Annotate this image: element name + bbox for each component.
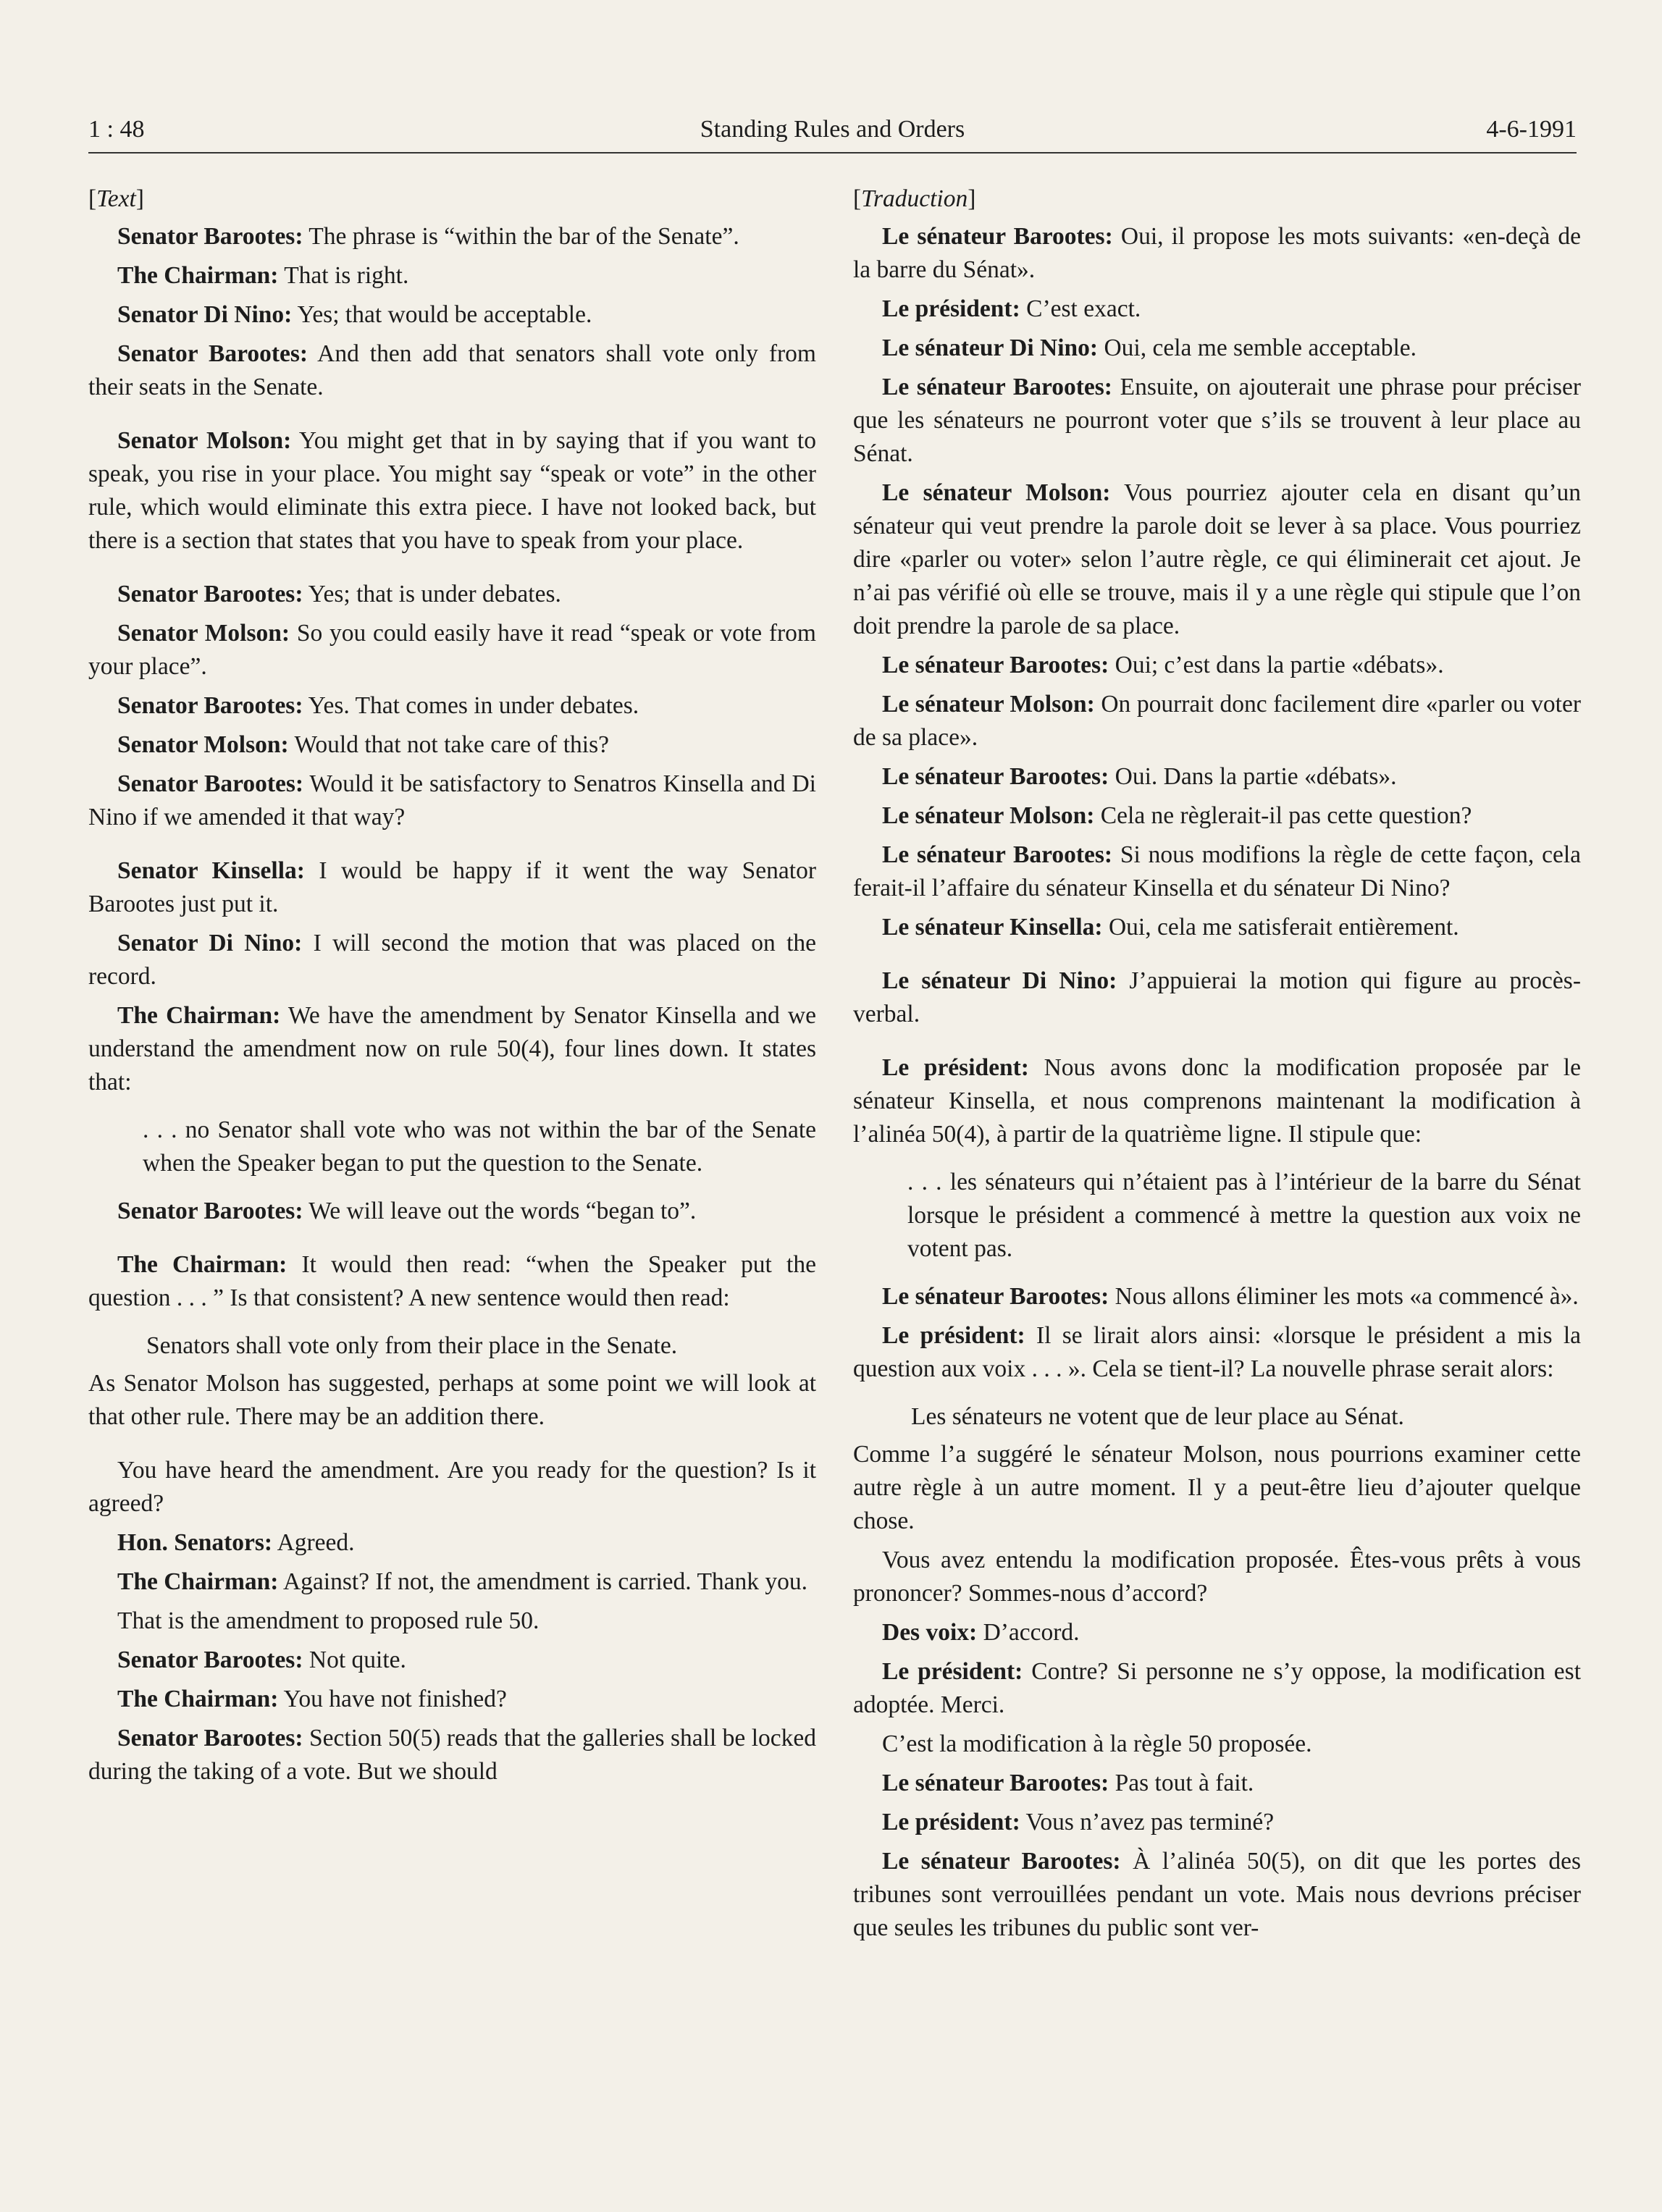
paragraph: Le président: Contre? Si personne ne s’y oppose, la modification est adoptée. Merci. bbox=[853, 1658, 1582, 1718]
speaker: Le sénateur Molson: bbox=[882, 479, 1111, 506]
french-column bbox=[853, 182, 1581, 1951]
paragraph: Senator Molson: You might get that in by saying that if you want to speak, you rise in your place. You might say “speak or vote” in the other rule, which would eliminate this extra piece. I have not looked back, but there is a section that states that you have to speak from your place. bbox=[88, 427, 816, 554]
paragraph: Senator Barootes: Section 50(5) reads that the galleries shall be locked during the taking of a vote. But we should bbox=[88, 1725, 816, 1785]
paragraph: Des voix: D’accord. bbox=[882, 1619, 1080, 1646]
paragraph: Le sénateur Barootes: À l’alinéa 50(5), on dit que les portes des tribunes sont verrouillées pendant un vote. Mais nous devrions préciser que seules les tribunes du public sont ver- bbox=[853, 1848, 1581, 1941]
paragraph: Le président: Nous avons donc la modification proposée par le sénateur Kinsella, et nous comprenons maintenant la modification à l’alinéa 50(4), à partir de la quatrième ligne. Il stipule que: bbox=[853, 1054, 1581, 1148]
speaker: Le président: bbox=[882, 295, 1020, 322]
paragraph: Senator Barootes: The phrase is “within the bar of the Senate”. bbox=[117, 223, 739, 250]
speaker: Le sénateur Barootes: bbox=[882, 1848, 1121, 1875]
running-title: Standing Rules and Orders bbox=[700, 116, 965, 143]
speaker: The Chairman: bbox=[117, 1251, 288, 1278]
speaker: Senator Barootes: bbox=[117, 692, 303, 719]
speaker: Des voix: bbox=[882, 1619, 978, 1646]
speaker: Le sénateur Barootes: bbox=[882, 652, 1109, 678]
page-header bbox=[88, 109, 1577, 154]
column-tag: [Text] bbox=[88, 185, 144, 212]
english-column bbox=[88, 182, 816, 1794]
speaker: Senator Barootes: bbox=[117, 1198, 303, 1224]
paragraph: Le sénateur Di Nino: J’appuierai la motion qui figure au procès-verbal. bbox=[853, 967, 1581, 1027]
speaker: Le sénateur Barootes: bbox=[882, 841, 1113, 868]
speaker: Le sénateur Kinsella: bbox=[882, 914, 1103, 941]
speaker: Senator Di Nino: bbox=[117, 301, 293, 328]
speaker: Senator Molson: bbox=[117, 620, 290, 647]
paragraph: Hon. Senators: Agreed. bbox=[117, 1529, 355, 1556]
speaker: Le sénateur Di Nino: bbox=[882, 967, 1117, 994]
paragraph: Le sénateur Barootes: Oui. Dans la partie «débats». bbox=[882, 763, 1397, 790]
speaker: Le sénateur Molson: bbox=[882, 691, 1095, 718]
block-quote: . . . no Senator shall vote who was not within the bar of the Senate when the Speaker began to put the question to the Senate. bbox=[143, 1116, 816, 1177]
speaker: Senator Barootes: bbox=[117, 1725, 303, 1751]
page-date: 4-6-1991 bbox=[1486, 116, 1577, 143]
paragraph: Le sénateur Barootes: Oui; c’est dans la partie «débats». bbox=[882, 652, 1444, 678]
speaker: Le président: bbox=[882, 1322, 1025, 1349]
paragraph: Le sénateur Di Nino: Oui, cela me semble acceptable. bbox=[882, 335, 1417, 361]
column-tag: [Traduction] bbox=[853, 185, 976, 212]
paragraph: Senator Di Nino: I will second the motion that was placed on the record. bbox=[88, 930, 816, 990]
speaker: Le sénateur Barootes: bbox=[882, 763, 1109, 790]
speaker: Le sénateur Molson: bbox=[882, 802, 1095, 829]
paragraph: Le sénateur Molson: Vous pourriez ajouter cela en disant qu’un sénateur qui veut prendre la parole doit se lever à sa place. Vous pourriez dire «parler ou voter» selon l’autre règle, ce qui éliminerait cet ajout. Je n’ai pas vérifié où elle se trouve, mais il y a une règle qui stipule que l’on doit prendre la parole de sa place. bbox=[853, 479, 1581, 639]
paragraph: Le sénateur Barootes: Ensuite, on ajouterait une phrase pour préciser que les sénateurs ne pourront voter que s’ils se trouvent à leur place au Sénat. bbox=[853, 374, 1581, 467]
speaker: The Chairman: bbox=[117, 1568, 279, 1595]
paragraph: Senator Barootes: Yes. That comes in under debates. bbox=[117, 692, 639, 719]
speaker: Le sénateur Barootes: bbox=[882, 1770, 1109, 1796]
paragraph: Senator Barootes: We will leave out the words “began to”. bbox=[117, 1198, 697, 1224]
speaker: Le sénateur Barootes: bbox=[882, 374, 1112, 400]
speaker: Le président: bbox=[882, 1809, 1020, 1835]
paragraph: Le sénateur Kinsella: Oui, cela me satisferait entièrement. bbox=[882, 914, 1459, 941]
speaker: The Chairman: bbox=[117, 262, 279, 289]
paragraph: The Chairman: We have the amendment by Senator Kinsella and we understand the amendment now on rule 50(4), four lines down. It states that: bbox=[88, 1002, 816, 1096]
block-quote: Les sénateurs ne votent que de leur place au Sénat. bbox=[911, 1403, 1404, 1430]
paragraph: Le président: C’est exact. bbox=[882, 295, 1141, 322]
speaker: Senator Barootes: bbox=[117, 770, 304, 797]
paragraph: You have heard the amendment. Are you ready for the question? Is it agreed? bbox=[88, 1457, 816, 1517]
paragraph: Le président: Il se lirait alors ainsi: «lorsque le président a mis la question aux voix . . . ». Cela se tient-il? La nouvelle phrase serait alors: bbox=[853, 1322, 1582, 1382]
speaker: Senator Barootes: bbox=[117, 223, 303, 250]
speaker: Senator Kinsella: bbox=[117, 857, 305, 884]
speaker: Senator Barootes: bbox=[117, 581, 303, 607]
paragraph: Le président: Vous n’avez pas terminé? bbox=[882, 1809, 1275, 1835]
paragraph: Senator Molson: So you could easily have it read “speak or vote from your place”. bbox=[88, 620, 816, 680]
paragraph: The Chairman: You have not finished? bbox=[117, 1686, 507, 1712]
block-quote: . . . les sénateurs qui n’étaient pas à l’intérieur de la barre du Sénat lorsque le président a commencé à mettre la question aux voix ne votent pas. bbox=[907, 1169, 1581, 1262]
paragraph: Le sénateur Molson: Cela ne règlerait-il pas cette question? bbox=[882, 802, 1472, 829]
paragraph: Senator Kinsella: I would be happy if it went the way Senator Barootes just put it. bbox=[88, 857, 816, 917]
speaker: Le président: bbox=[882, 1658, 1023, 1685]
paragraph: That is the amendment to proposed rule 50. bbox=[117, 1607, 540, 1634]
paragraph: C’est la modification à la règle 50 proposée. bbox=[882, 1731, 1312, 1757]
speaker: Senator Barootes: bbox=[117, 340, 309, 367]
speaker: Hon. Senators: bbox=[117, 1529, 273, 1556]
block-quote: Senators shall vote only from their place in the Senate. bbox=[146, 1332, 678, 1359]
speaker: Le sénateur Di Nino: bbox=[882, 335, 1099, 361]
speaker: Senator Di Nino: bbox=[117, 930, 303, 956]
speaker: The Chairman: bbox=[117, 1686, 279, 1712]
paragraph: As Senator Molson has suggested, perhaps at some point we will look at that other rule. There may be an addition there. bbox=[88, 1370, 816, 1430]
paragraph: Senator Barootes: Not quite. bbox=[117, 1647, 406, 1673]
paragraph: The Chairman: That is right. bbox=[117, 262, 409, 289]
paragraph: The Chairman: Against? If not, the amendment is carried. Thank you. bbox=[117, 1568, 808, 1595]
paragraph: Le sénateur Barootes: Si nous modifions la règle de cette façon, cela ferait-il l’affaire du sénateur Kinsella et du sénateur Di Nino? bbox=[853, 841, 1581, 901]
paragraph: Le sénateur Barootes: Pas tout à fait. bbox=[882, 1770, 1254, 1796]
speaker: Le président: bbox=[882, 1054, 1029, 1081]
speaker: Senator Molson: bbox=[117, 427, 292, 454]
paragraph: Senator Di Nino: Yes; that would be acceptable. bbox=[117, 301, 592, 328]
speaker: The Chairman: bbox=[117, 1002, 281, 1029]
paragraph: Le sénateur Barootes: Nous allons éliminer les mots «a commencé à». bbox=[882, 1283, 1579, 1310]
speaker: Le sénateur Barootes: bbox=[882, 223, 1113, 250]
paragraph: Comme l’a suggéré le sénateur Molson, nous pourrions examiner cette autre règle à un autre moment. Il y a peut-être lieu d’ajouter quelque chose. bbox=[853, 1441, 1581, 1534]
paragraph: Vous avez entendu la modification proposée. Êtes-vous prêts à vous prononcer? Sommes-nous d’accord? bbox=[853, 1547, 1581, 1607]
speaker: Le sénateur Barootes: bbox=[882, 1283, 1109, 1310]
paragraph: Senator Barootes: Yes; that is under debates. bbox=[117, 581, 561, 607]
paragraph: Senator Barootes: And then add that senators shall vote only from their seats in the Senate. bbox=[88, 340, 816, 400]
paragraph: Senator Molson: Would that not take care of this? bbox=[117, 731, 609, 758]
page-number: 1 : 48 bbox=[88, 116, 145, 143]
speaker: Senator Molson: bbox=[117, 731, 289, 758]
paragraph: The Chairman: It would then read: “when the Speaker put the question . . . ” Is that consistent? A new sentence would then read: bbox=[88, 1251, 816, 1311]
paragraph: Le sénateur Molson: On pourrait donc facilement dire «parler ou voter de sa place». bbox=[853, 691, 1581, 751]
speaker: Senator Barootes: bbox=[117, 1647, 303, 1673]
paragraph: Le sénateur Barootes: Oui, il propose les mots suivants: «en-deçà de la barre du Sénat». bbox=[853, 223, 1582, 283]
paragraph: Senator Barootes: Would it be satisfactory to Senatros Kinsella and Di Nino if we amended it that way? bbox=[88, 770, 816, 830]
